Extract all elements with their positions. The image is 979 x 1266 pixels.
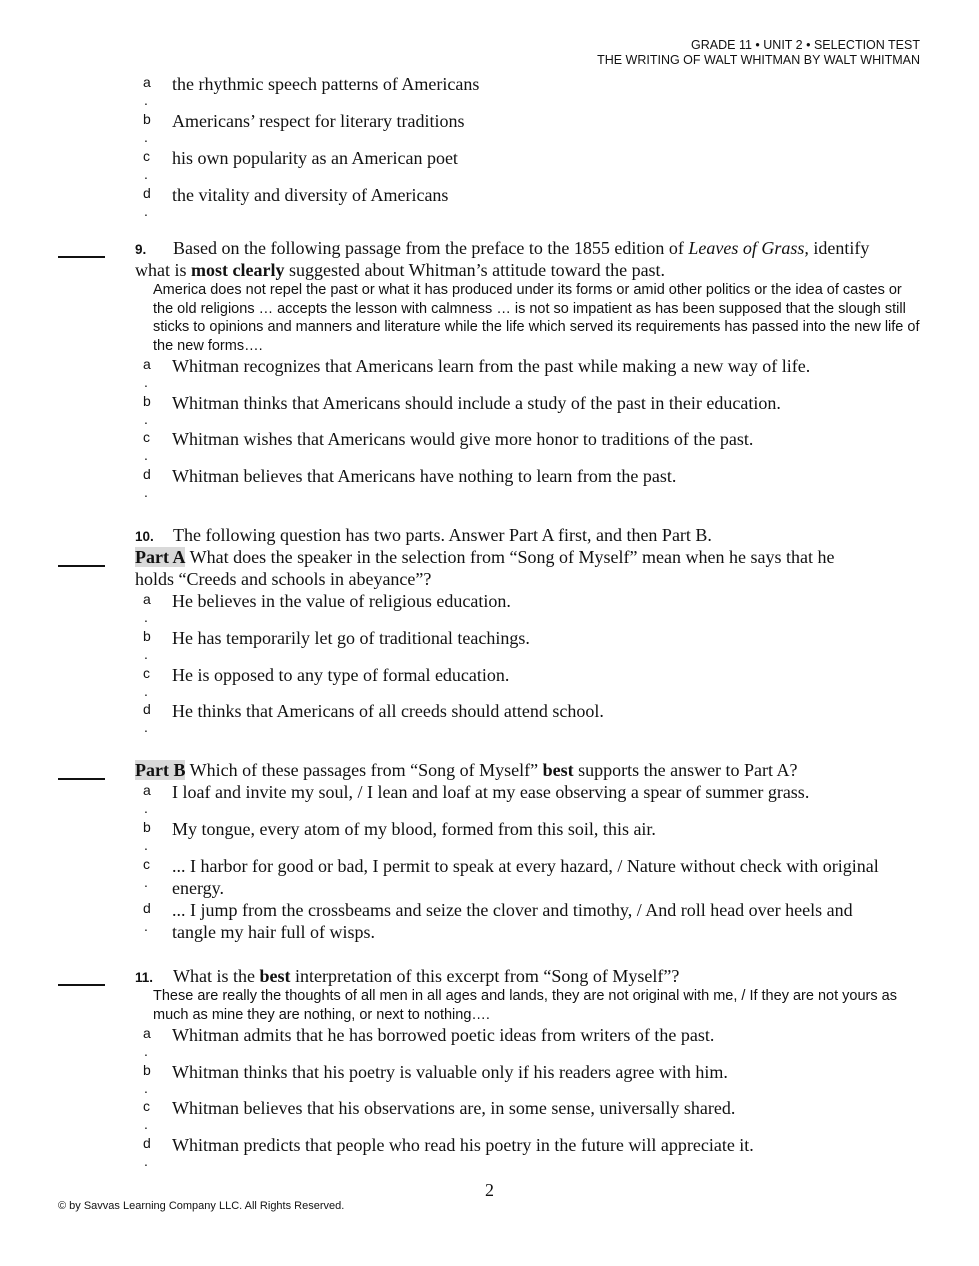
option-letter: b — [143, 393, 151, 409]
option-text: the rhythmic speech patterns of Americans — [172, 74, 480, 94]
option-text: He is opposed to any type of formal education. — [172, 665, 510, 685]
q9-stem-line2: what is most clearly suggested about Whitman’s attitude toward the past. — [135, 260, 666, 280]
option-letter: a — [143, 74, 151, 90]
book-title: Leaves of Grass, — [688, 238, 809, 258]
option-text: Americans’ respect for literary traditions — [172, 111, 465, 131]
q10-intro: 10. The following question has two parts. Answer Part A first, and then Part B. — [135, 524, 925, 548]
option-text: He thinks that Americans of all creeds should attend school. — [172, 701, 604, 721]
option-text: Whitman believes that Americans have nothing to learn from the past. — [172, 466, 677, 486]
question-number: 11. — [135, 970, 154, 985]
q11-stem: 11. What is the best interpretation of this excerpt from “Song of Myself”? — [135, 965, 925, 989]
option-text: He believes in the value of religious education. — [172, 591, 511, 611]
q11-passage: These are really the thoughts of all men in all ages and lands, they are not original with me, / If they are not yours as much as mine they are nothing, or next to nothing…. — [153, 988, 897, 1023]
q9-stem: 9. Based on the following passage from the preface to the 1855 edition of Leaves of Grass, identify — [135, 237, 925, 261]
option-letter: a — [143, 591, 151, 607]
copyright-notice: © by Savvas Learning Company LLC. All Rights Reserved. — [58, 1200, 345, 1212]
page-header — [597, 38, 920, 68]
q9-passage: America does not repel the past or what it has produced under its forms or amid other politics or the idea of castes or the old religions … accepts the lesson with calmness … is not so impatient as has been supposed that the slough still sticks to opinions and manners and literature while the life which served its requirements has passed into the new life of the new forms…. — [153, 282, 920, 354]
q10-part-b-answer-blank[interactable] — [58, 778, 105, 780]
option-text: My tongue, every atom of my blood, formed from this soil, this air. — [172, 819, 656, 839]
q10-part-a-answer-blank[interactable] — [58, 565, 105, 567]
option-text: Whitman predicts that people who read his poetry in the future will appreciate it. — [172, 1135, 754, 1155]
option-text: I loaf and invite my soul, / I lean and loaf at my ease observing a spear of summer grass. — [172, 782, 810, 802]
option-letter: d — [143, 701, 151, 717]
header-selection-title: THE WRITING OF WALT WHITMAN BY WALT WHITMAN — [597, 53, 920, 67]
option-text: ... I harbor for good or bad, I permit to speak at every hazard, / Nature without check with original energy. — [172, 856, 879, 898]
part-a-label: Part A — [135, 547, 186, 567]
option-letter: a — [143, 782, 151, 798]
q10-part-a-stem: Part A What does the speaker in the selection from “Song of Myself” mean when he says that he — [135, 547, 835, 567]
option-letter: d — [143, 900, 151, 916]
option-letter: c — [143, 1098, 150, 1114]
part-b-label: Part B — [135, 760, 186, 780]
option-text: Whitman thinks that Americans should include a study of the past in their education. — [172, 393, 781, 413]
option-letter: c — [143, 429, 150, 445]
q10-part-b-stem: Part B Which of these passages from “Song of Myself” best supports the answer to Part A? — [135, 760, 798, 780]
option-letter: b — [143, 111, 151, 127]
option-text: Whitman admits that he has borrowed poetic ideas from writers of the past. — [172, 1025, 715, 1045]
option-text: Whitman believes that his observations are, in some sense, universally shared. — [172, 1098, 736, 1118]
option-letter: b — [143, 1062, 151, 1078]
option-text: Whitman recognizes that Americans learn from the past while making a new way of life. — [172, 356, 811, 376]
option-letter: b — [143, 819, 151, 835]
option-letter: d — [143, 185, 151, 201]
option-letter: a — [143, 1025, 151, 1041]
option-text: his own popularity as an American poet — [172, 148, 458, 168]
question-number: 10. — [135, 529, 154, 544]
option-text: He has temporarily let go of traditional teachings. — [172, 628, 530, 648]
option-letter: c — [143, 856, 150, 872]
header-grade-unit: GRADE 11 • UNIT 2 • SELECTION TEST — [691, 38, 920, 52]
page-number: 2 — [485, 1180, 494, 1200]
option-letter: a — [143, 356, 151, 372]
option-text: the vitality and diversity of Americans — [172, 185, 449, 205]
q10-part-a-stem-line2: holds “Creeds and schools in abeyance”? — [135, 569, 432, 589]
option-letter: c — [143, 148, 150, 164]
option-letter: b — [143, 628, 151, 644]
option-letter: d — [143, 1135, 151, 1151]
option-letter: d — [143, 466, 151, 482]
q11-answer-blank[interactable] — [58, 984, 105, 986]
option-text: Whitman wishes that Americans would give more honor to traditions of the past. — [172, 429, 754, 449]
option-text: ... I jump from the crossbeams and seize the clover and timothy, / And roll head over heels and tangle my hair full of wisps. — [172, 900, 853, 942]
option-text: Whitman thinks that his poetry is valuable only if his readers agree with him. — [172, 1062, 728, 1082]
q9-answer-blank[interactable] — [58, 256, 105, 258]
question-number: 9. — [135, 242, 147, 257]
option-letter: c — [143, 665, 150, 681]
